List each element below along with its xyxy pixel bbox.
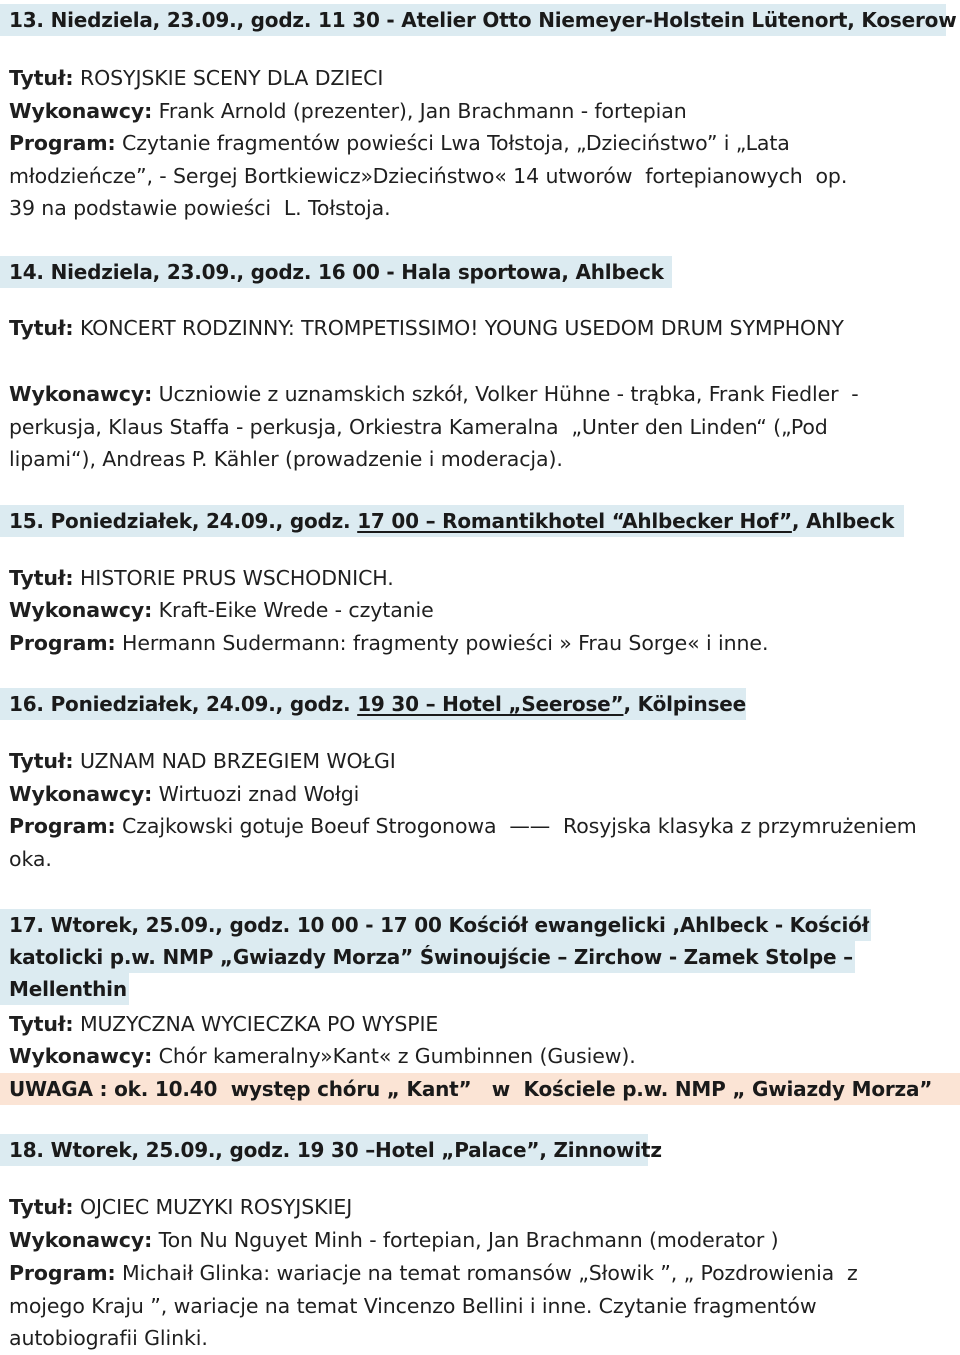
event-17-title: Tytuł: MUZYCZNA WYCIECZKA PO WYSPIE bbox=[9, 1012, 439, 1036]
event-18-header: 18. Wtorek, 25.09., godz. 19 30 –Hotel „Palace”, Zinnowitz bbox=[0, 1134, 648, 1166]
event-13-title: Tytuł: ROSYJSKIE SCENY DLA DZIECI bbox=[9, 66, 384, 90]
event-15-performers: Wykonawcy: Kraft-Eike Wrede - czytanie bbox=[9, 598, 434, 622]
event-17-performers: Wykonawcy: Chór kameralny»Kant« z Gumbinnen (Gusiew). bbox=[9, 1044, 636, 1068]
event-17-header: 17. Wtorek, 25.09., godz. 10 00 - 17 00 Kościół ewangelicki ,Ahlbeck - Kościół katolicki p.w. NMP „Gwiazdy Morza” Świnoujście – Zirchow - Zamek Stolpe – Mellenthin bbox=[0, 909, 960, 1005]
event-15-program: Program: Hermann Sudermann: fragmenty powieści » Frau Sorge« i inne. bbox=[9, 631, 769, 655]
event-15-title: Tytuł: HISTORIE PRUS WSCHODNICH. bbox=[9, 566, 394, 590]
event-16-header: 16. Poniedziałek, 24.09., godz. 19 30 – Hotel „Seerose”, Kölpinsee bbox=[0, 688, 746, 720]
event-14-title: Tytuł: KONCERT RODZINNY: TROMPETISSIMO! YOUNG USEDOM DRUM SYMPHONY bbox=[9, 316, 844, 340]
event-16-performers: Wykonawcy: Wirtuozi znad Wołgi bbox=[9, 782, 360, 806]
event-14-header: 14. Niedziela, 23.09., godz. 16 00 - Hala sportowa, Ahlbeck bbox=[0, 256, 672, 288]
event-13-header: 13. Niedziela, 23.09., godz. 11 30 - Atelier Otto Niemeyer-Holstein Lütenort, Koserow bbox=[0, 4, 946, 36]
event-15-header: 15. Poniedziałek, 24.09., godz. 17 00 – Romantikhotel “Ahlbecker Hof”, Ahlbeck bbox=[0, 505, 904, 537]
event-16-title: Tytuł: UZNAM NAD BRZEGIEM WOŁGI bbox=[9, 749, 396, 773]
event-17-notice: UWAGA : ok. 10.40 występ chóru „ Kant” w Kościele p.w. NMP „ Gwiazdy Morza” bbox=[0, 1073, 960, 1105]
event-18-program: Program: Michaił Glinka: wariacje na temat romansów „Słowik ”, „ Pozdrowienia z mojego Kraju ”, wariacje na temat Vincenzo Bellini i inne. Czytanie fragmentów autobiografii Glinki. bbox=[9, 1261, 858, 1350]
event-18-title: Tytuł: OJCIEC MUZYKI ROSYJSKIEJ bbox=[9, 1195, 353, 1219]
event-13-program: Program: Czytanie fragmentów powieści Lwa Tołstoja, „Dzieciństwo” i „Lata młodzieńcze”, - Sergej Bortkiewicz»Dzieciństwo« 14 utworów fortepianowych op. 39 na podstawie powieści L. Tołstoja. bbox=[9, 131, 848, 220]
event-18-performers: Wykonawcy: Ton Nu Nguyet Minh - fortepian, Jan Brachmann (moderator ) bbox=[9, 1228, 779, 1252]
event-14-performers: Wykonawcy: Uczniowie z uznamskich szkół, Volker Hühne - trąbka, Frank Fiedler - perkusja, Klaus Staffa - perkusja, Orkiestra Kameralna „Unter den Linden“ („Pod lipami“), Andreas P. Kähler (prowadzenie i moderacja). bbox=[9, 382, 859, 471]
event-13-performers: Wykonawcy: Frank Arnold (prezenter), Jan Brachmann - fortepian bbox=[9, 99, 687, 123]
event-16-program: Program: Czajkowski gotuje Boeuf Strogonowa —— Rosyjska klasyka z przymrużeniem oka. bbox=[9, 814, 917, 871]
